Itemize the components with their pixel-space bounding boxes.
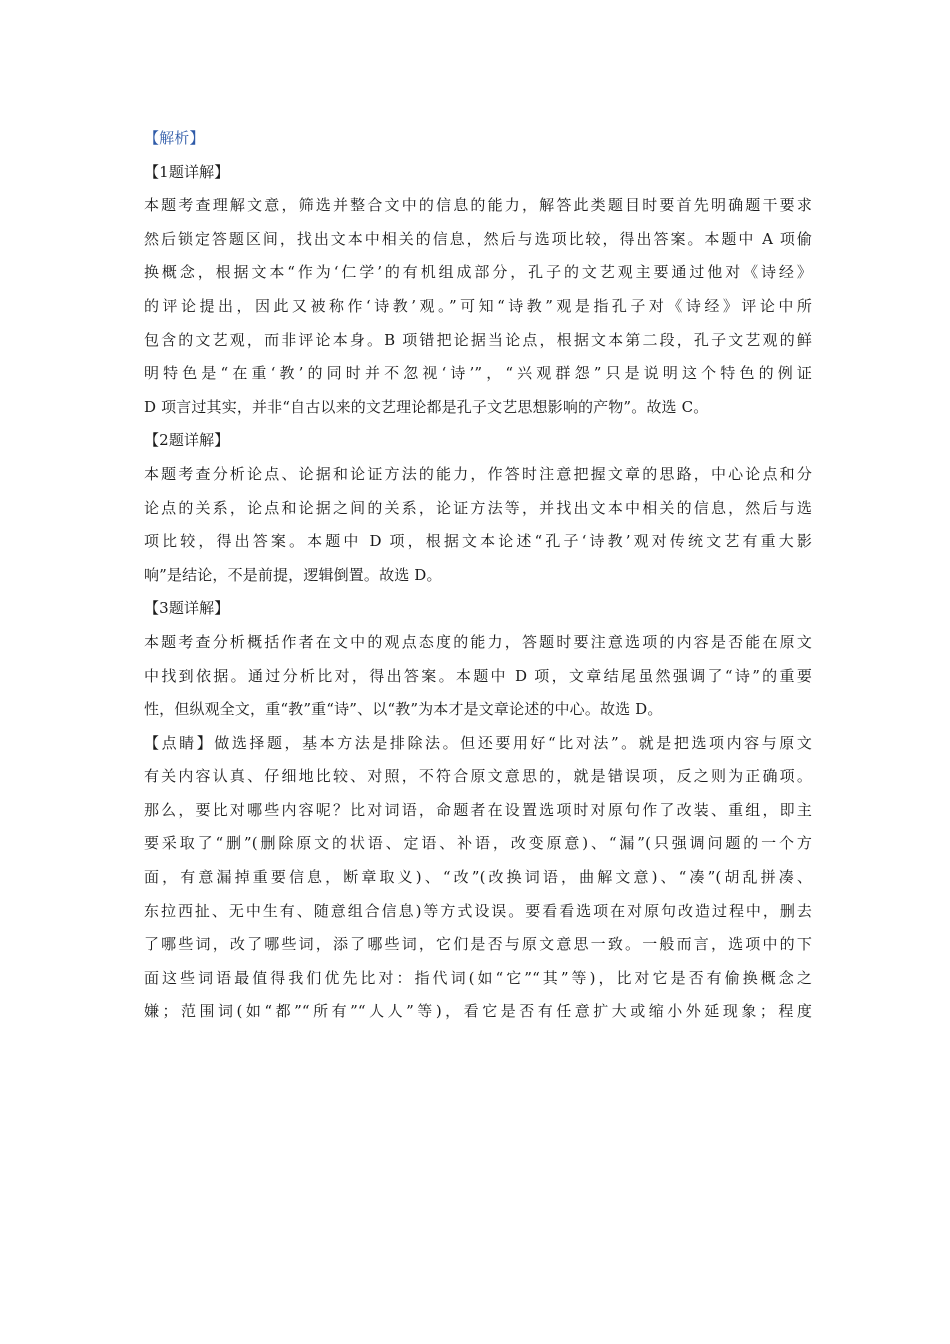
- tip-line: 【点睛】做选择题，基本方法是排除法。但还要用好“比对法”。就是把选项内容与原文: [144, 733, 812, 752]
- q1-line: 包含的文艺观，而非评论本身。B 项错把论据当论点，根据文本第二段，孔子文艺观的鲜: [144, 330, 812, 349]
- tip-line: 面，有意漏掉重要信息，断章取义)、“改”(改换词语，曲解文意)、“凑”(胡乱拼凑、: [144, 868, 812, 887]
- q3-line: 中找到依据。通过分析比对，得出答案。本题中 D 项，文章结尾虽然强调了“诗”的重要: [144, 666, 812, 685]
- q2-line: 项比较，得出答案。本题中 D 项，根据文本论述“孔子‘诗教’观对传统文艺有重大影: [144, 532, 812, 551]
- q2-heading: 【2题详解】: [144, 431, 230, 450]
- tip-line: 那么，要比对哪些内容呢？比对词语，命题者在设置选项时对原句作了改装、重组，即主: [144, 800, 812, 819]
- q3-heading: 【3题详解】: [144, 599, 230, 618]
- tip-line: 要采取了“删”(删除原文的状语、定语、补语，改变原意)、“漏”(只强调问题的一个方: [144, 834, 812, 853]
- q1-line: 本题考查理解文意，筛选并整合文中的信息的能力，解答此类题目时要首先明确题干要求: [144, 196, 812, 215]
- q1-line: D 项言过其实，并非“自古以来的文艺理论都是孔子文艺思想影响的产物”。故选 C。: [144, 397, 709, 416]
- q1-line: 明特色是“在重‘教’的同时并不忽视‘诗’”，“兴观群怨”只是说明这个特色的例证: [144, 364, 812, 383]
- tip-line: 嫌；范围词(如“都”“所有”“人人”等)，看它是否有任意扩大或缩小外延现象；程度: [144, 1002, 812, 1021]
- q2-line: 本题考查分析论点、论据和论证方法的能力，作答时注意把握文章的思路，中心论点和分: [144, 464, 812, 483]
- analysis-heading: 【解析】: [144, 129, 205, 147]
- q1-line: 的评论提出，因此又被称作‘诗教’观。”可知“诗教”观是指孔子对《诗经》评论中所: [144, 296, 812, 315]
- analysis-document: [144, 122, 812, 1029]
- q3-line: 性，但纵观全文，重“教”重“诗”、以“教”为本才是文章论述的中心。故选 D。: [144, 700, 663, 719]
- q1-line: 然后锁定答题区间，找出文本中相关的信息，然后与选项比较，得出答案。本题中 A 项偷: [144, 229, 812, 248]
- q1-line: 换概念，根据文本“作为‘仁学’的有机组成部分，孔子的文艺观主要通过他对《诗经》: [144, 263, 812, 282]
- q2-line: 论点的关系，论点和论据之间的关系，论证方法等，并找出文本中相关的信息，然后与选: [144, 498, 812, 517]
- tip-line: 面这些词语最值得我们优先比对：指代词(如“它”“其”等)，比对它是否有偷换概念之: [144, 968, 812, 987]
- q3-line: 本题考查分析概括作者在文中的观点态度的能力，答题时要注意选项的内容是否能在原文: [144, 632, 812, 651]
- q1-heading: 【1题详解】: [144, 162, 230, 181]
- tip-line: 了哪些词，改了哪些词，添了哪些词，它们是否与原文意思一致。一般而言，选项中的下: [144, 935, 812, 954]
- tip-line: 有关内容认真、仔细地比较、对照，不符合原文意思的，就是错误项，反之则为正确项。: [144, 767, 812, 786]
- tip-line: 东拉西扯、无中生有、随意组合信息)等方式设误。要看看选项在对原句改造过程中，删去: [144, 901, 812, 920]
- q2-line: 响”是结论，不是前提，逻辑倒置。故选 D。: [144, 565, 442, 584]
